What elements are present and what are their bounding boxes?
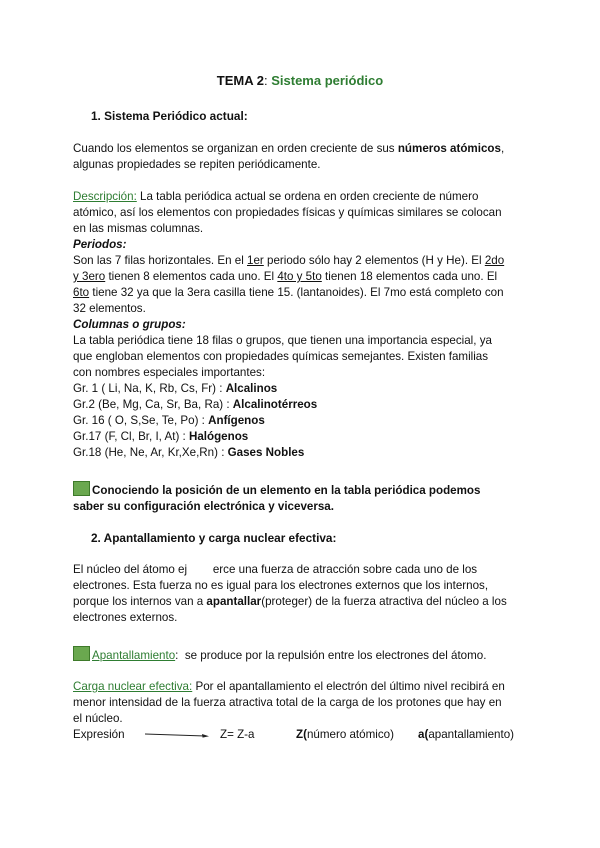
arrow-right-icon	[145, 732, 209, 738]
nucleus-line-2: electrones. Esta fuerza no es igual para los electrones externos que los internos,	[73, 579, 489, 592]
list-item	[73, 397, 317, 413]
note-line-1: Conociendo la posición de un elemento en la tabla periódica podemos	[92, 484, 481, 497]
columnas-paragraph	[73, 333, 527, 381]
apantallamiento-colon: :	[175, 649, 179, 662]
periodos-text: tienen 18 elementos cada uno. El	[321, 270, 498, 283]
a-symbol: a(	[418, 728, 429, 741]
group-text: Gr. 1 ( Li, Na, K, Rb, Cs, Fr) :	[73, 382, 226, 395]
group-name: Alcalinos	[225, 382, 278, 395]
carga-label: Carga nuclear efectiva:	[73, 680, 193, 693]
note-line-2: saber su configuración electrónica y viceversa.	[73, 500, 334, 513]
columnas-label	[73, 317, 186, 333]
periodos-2do: 2do	[484, 254, 505, 267]
periodos-paragraph	[73, 253, 527, 317]
periodos-1er: 1er	[247, 254, 264, 267]
section1-heading: 1. Sistema Periódico actual:	[91, 109, 248, 123]
periodos-text: periodo sólo hay 2 elementos (H y He). El	[263, 254, 485, 267]
z-description: número atómico)	[306, 728, 394, 741]
intro-text-2: algunas propiedades se repiten periódicamente.	[73, 158, 321, 171]
z-symbol: Z(	[296, 728, 307, 741]
intro-bold: números atómicos	[397, 142, 501, 155]
list-item	[73, 381, 317, 397]
group-text: Gr.2 (Be, Mg, Ca, Sr, Ba, Ra) :	[73, 398, 233, 411]
periodos-text: tiene 32 ya que la 3era casilla tiene 15. (lantanoides). El 7mo está completo con	[89, 286, 504, 299]
description-label: Descripción:	[73, 190, 137, 203]
intro-paragraph	[73, 141, 527, 173]
description-line-2: atómico, así los elementos con propiedades físicas y químicas similares se colocan	[73, 206, 502, 219]
group-name: Alcalinotérreos	[232, 398, 318, 411]
periodos-6to: 6to	[73, 286, 90, 299]
group-list	[73, 381, 317, 461]
page-title	[0, 73, 600, 89]
carga-line-3: el núcleo.	[73, 712, 123, 725]
periodos-text: 32 elementos.	[73, 302, 146, 315]
expression-formula: Z= Z-a	[220, 728, 255, 741]
carga-line-2: menor intensidad de la fuerza atractiva total de la carga de los protones que hay en	[73, 696, 502, 709]
title-colon: :	[263, 73, 268, 88]
apantallamiento-text: se produce por la repulsión entre los electrones del átomo.	[178, 649, 487, 662]
carga-paragraph	[73, 679, 527, 727]
intro-comma: ,	[500, 142, 505, 155]
expression-label: Expresión	[73, 728, 125, 741]
expression-a	[418, 727, 514, 743]
group-text: Gr. 16 ( O, S,Se, Te, Po) :	[73, 414, 209, 427]
group-name: Halógenos	[188, 430, 249, 443]
apantallamiento-label: Apantallamiento	[92, 649, 176, 662]
nucleus-line-4: electrones externos.	[73, 611, 178, 624]
intro-text: Cuando los elementos se organizan en orden creciente de sus	[73, 142, 398, 155]
nucleus-line-3b: (proteger) de la fuerza atractiva del núcleo a los	[261, 595, 507, 608]
expression-z	[296, 727, 394, 743]
nucleus-paragraph	[73, 562, 527, 626]
carga-line-1: Por el apantallamiento el electrón del último nivel recibirá en	[192, 680, 505, 693]
apantallar-bold: apantallar	[206, 595, 262, 608]
periodos-4to-5to: 4to y 5to	[277, 270, 322, 283]
group-name: Gases Nobles	[227, 446, 305, 459]
section2-heading: 2. Apantallamiento y carga nuclear efectiva:	[91, 531, 337, 545]
green-square-icon	[73, 481, 90, 496]
list-item	[73, 413, 317, 429]
group-name: Anfígenos	[208, 414, 265, 427]
columnas-label-text: Columnas o grupos:	[73, 318, 186, 331]
description-line-1: La tabla periódica actual se ordena en orden creciente de número	[136, 190, 479, 203]
nucleus-line-1: El núcleo del átomo ej erce una fuerza de atracción sobre cada uno de los	[73, 563, 478, 576]
description-paragraph	[73, 189, 527, 237]
periodos-text: tienen 8 elementos cada uno. El	[105, 270, 278, 283]
periodos-label-text: Periodos:	[73, 238, 127, 251]
note-paragraph	[73, 481, 527, 515]
description-line-3: en las mismas columnas.	[73, 222, 204, 235]
a-description: apantallamiento)	[428, 728, 515, 741]
columnas-line-2: que engloban elementos con propiedades químicas semejantes. Existen familias	[73, 350, 489, 363]
group-text: Gr.18 (He, Ne, Ar, Kr,Xe,Rn) :	[73, 446, 228, 459]
green-square-icon	[73, 646, 90, 661]
periodos-label	[73, 237, 126, 253]
title-subject: Sistema periódico	[271, 73, 384, 88]
columnas-line-3: con nombres especiales importantes:	[73, 366, 266, 379]
list-item	[73, 445, 317, 461]
columnas-line-1: La tabla periódica tiene 18 filas o grupos, que tienen una importancia especial, ya	[73, 334, 492, 347]
apantallamiento-definition	[73, 646, 486, 664]
periodos-3ero: y 3ero	[73, 270, 106, 283]
list-item	[73, 429, 317, 445]
group-text: Gr.17 (F, Cl, Br, I, At) :	[73, 430, 189, 443]
periodos-text: Son las 7 filas horizontales. En el	[73, 254, 248, 267]
title-tema: TEMA 2	[216, 73, 264, 88]
nucleus-line-3: porque los internos van a	[73, 595, 207, 608]
